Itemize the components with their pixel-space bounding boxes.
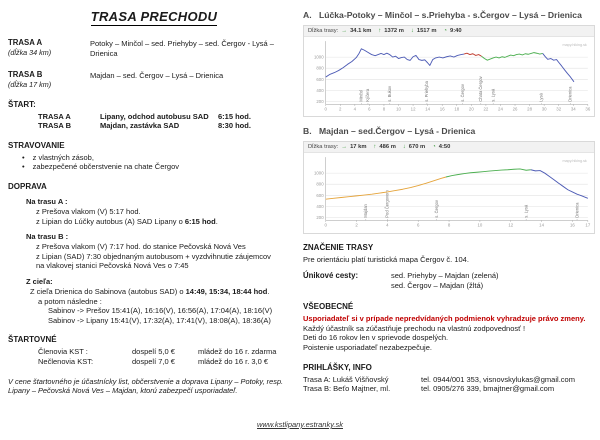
svg-text:Majdan: Majdan xyxy=(363,203,369,218)
svg-text:10: 10 xyxy=(477,222,483,228)
svg-text:2: 2 xyxy=(355,222,358,228)
svg-text:s. Lysá: s. Lysá xyxy=(523,204,529,218)
contact-row-a: Trasa A: Lukáš Višňovský tel. 0944/001 353, visnovskylukas@gmail.com xyxy=(303,374,575,384)
start-row-a: TRASA A Lipany, odchod autobusu SAD 6:15 hod. xyxy=(38,111,251,121)
chart-b-duration: 4:50 xyxy=(438,143,451,150)
svg-text:s. Bukov: s. Bukov xyxy=(386,85,392,102)
vseobecne-warning: Usporiadateľ si v prípade nepredvídaných podmienok vyhradzuje právo zmeny. xyxy=(303,314,586,324)
route-a-length: (dĺžka 34 km) xyxy=(8,48,52,57)
start-row-b: TRASA B Majdan, zastávka SAD 8:30 hod. xyxy=(38,121,251,131)
svg-text:8: 8 xyxy=(447,222,451,228)
clock-icon: ◔ xyxy=(443,27,448,34)
svg-text:14: 14 xyxy=(539,222,545,228)
route-b-description: Majdan – sed. Čergov – Lysá – Drienica xyxy=(90,70,224,80)
right-column xyxy=(303,10,595,394)
vseobecne-heading: VŠEOBECNÉ xyxy=(303,302,354,312)
doprava-line: z Lipian (SAD) 7:30 objednaným autobusom + vyzdvihnutie záujemcov xyxy=(36,251,271,261)
route-b-label: TRASA B xyxy=(8,69,43,79)
vseobecne-line: Deti do 16 rokov len v sprievode dospelých. xyxy=(303,333,449,343)
chart-a-distance: 34.1 km xyxy=(350,27,372,34)
ascent-arrow-icon: ↑ xyxy=(378,27,382,34)
svg-text:Kýčera: Kýčera xyxy=(365,88,371,102)
unikove-label: Únikové cesty: xyxy=(303,271,359,281)
ascent-arrow-icon: ↑ xyxy=(373,143,377,150)
svg-text:34: 34 xyxy=(570,106,576,112)
znacenie-body: Pre orientáciu platí turistická mapa Čergov č. 104. xyxy=(303,254,469,264)
doprava-line: z Prešova vlakom (V) 5:17 hod. xyxy=(36,206,141,216)
svg-text:0: 0 xyxy=(324,222,327,228)
contact-row-b: Trasa B: Beťo Majtner, ml. tel. 0905/276 339, bmajtner@gmail.com xyxy=(303,384,555,394)
chart-b-descent: 670 m xyxy=(408,143,426,150)
route-a-row xyxy=(8,38,300,59)
page-title: TRASA PRECHODU xyxy=(90,9,218,24)
chart-b-plot xyxy=(304,153,594,233)
svg-text:600: 600 xyxy=(316,76,324,82)
svg-text:20: 20 xyxy=(468,106,474,112)
svg-text:4: 4 xyxy=(386,222,389,228)
chart-b-ascent: 486 m xyxy=(379,143,396,150)
svg-text:200: 200 xyxy=(316,98,324,104)
unikova-cesta: sed. Čergov – Majdan (žltá) xyxy=(391,280,484,290)
left-column xyxy=(8,4,300,396)
unikove-cesty xyxy=(303,271,595,290)
svg-text:32: 32 xyxy=(556,106,562,112)
vseobecne-line: Poistenie usporiadateľ nezabezpečuje. xyxy=(303,343,432,353)
svg-text:28: 28 xyxy=(527,106,533,112)
z-ciela-line: a potom následne : xyxy=(38,296,102,306)
svg-text:17: 17 xyxy=(585,222,591,228)
doprava-line: na vlakovej stanici Pečovská Nová Ves o 7:45 xyxy=(36,261,189,271)
svg-text:18: 18 xyxy=(454,106,460,112)
svg-text:30: 30 xyxy=(541,106,547,112)
distance-arrow-icon: → xyxy=(341,143,348,150)
svg-text:6: 6 xyxy=(368,106,371,112)
svg-text:200: 200 xyxy=(316,214,324,220)
svg-text:36: 36 xyxy=(585,106,591,112)
stravovanie-heading: STRAVOVANIE xyxy=(8,140,65,150)
svg-text:26: 26 xyxy=(512,106,518,112)
startovne-note: V cene štartovného je účastnícky list, občerstvenie a doprava Lipany – Potoky, resp. Lipany – Pečovská Nová Ves – Majdan, ktorú zabezpečí usporiadateľ. xyxy=(8,376,284,396)
chart-b-heading: B. Majdan – sed.Čergov – Lysá - Drienica xyxy=(303,126,476,137)
doprava-line: z Lipian do Lúčky autobus (A) SAD Lipany o 6:15 hod. xyxy=(36,216,218,226)
svg-text:24: 24 xyxy=(498,106,503,112)
chart-b-distance: 17 km xyxy=(350,143,367,150)
route-a-label: TRASA A xyxy=(8,38,43,47)
chart-a-duration: 9:40 xyxy=(450,27,462,34)
svg-text:10: 10 xyxy=(396,106,401,112)
startovne-heading: ŠTARTOVNÉ xyxy=(8,335,57,345)
elevation-chart-b xyxy=(303,141,595,234)
svg-text:600: 600 xyxy=(316,192,324,198)
svg-text:Drienica: Drienica xyxy=(567,86,573,102)
website-link[interactable]: www.kstlipany.estranky.sk xyxy=(257,420,343,429)
chart-a-plot xyxy=(304,37,594,117)
doprava-trasa-a-label: Na trasu A : xyxy=(26,196,68,206)
stravovanie-item: • z vlastných zásob, xyxy=(22,153,300,163)
route-a-description: Potoky – Minčol – sed. Priehyby – sed. Čergov - Lysá – Drienica xyxy=(90,39,274,58)
unikova-cesta: sed. Priehyby – Majdan (zelená) xyxy=(391,271,499,281)
svg-text:12: 12 xyxy=(508,222,514,228)
distance-arrow-icon: → xyxy=(341,27,348,34)
prihlasky-heading: PRIHLÁŠKY, INFO xyxy=(303,362,372,372)
chart-a-statsbar: Dĺžka trasy: → 34.1 km ↑ 1372 m ↓ 1517 m ◔ 9:40 xyxy=(304,26,594,37)
z-ciela-line: Z cieľa Drienica do Sabinova (autobus SAD) o 14:49, 15:34, 18:44 hod. xyxy=(30,286,270,296)
svg-text:Minčol: Minčol xyxy=(358,89,364,102)
svg-text:400: 400 xyxy=(316,87,324,93)
bus-times-lipany: Sabinov -> Lipany 15:41(V), 17:32(A), 17:41(V), 18:08(A), 18:36(A) xyxy=(48,315,271,325)
svg-text:mapy.hiking.sk: mapy.hiking.sk xyxy=(562,42,587,47)
svg-text:Lysá: Lysá xyxy=(538,92,544,102)
svg-text:Chata Čergov: Chata Čergov xyxy=(478,75,484,102)
svg-text:s. Priehyba: s. Priehyba xyxy=(424,80,430,102)
svg-text:mapy.hiking.sk: mapy.hiking.sk xyxy=(562,158,587,163)
svg-text:6: 6 xyxy=(417,222,420,228)
z-ciela-label: Z cieľa: xyxy=(26,276,53,286)
doprava-heading: DOPRAVA xyxy=(8,181,47,191)
svg-text:14: 14 xyxy=(425,106,431,112)
svg-text:1000: 1000 xyxy=(313,170,324,176)
svg-text:4: 4 xyxy=(353,106,357,112)
svg-text:Pod Čergovom: Pod Čergovom xyxy=(384,189,390,218)
descent-arrow-icon: ↓ xyxy=(410,27,414,34)
startovne-row: Nečlenovia KST: dospelí 7,0 € mládež do 16 r. 3,0 € xyxy=(38,356,269,366)
znacenie-heading: ZNAČENIE TRASY xyxy=(303,242,374,252)
footer xyxy=(0,414,600,432)
svg-text:s. Čergov: s. Čergov xyxy=(434,199,440,218)
svg-text:16: 16 xyxy=(570,222,575,228)
svg-text:800: 800 xyxy=(316,181,324,187)
svg-text:1000: 1000 xyxy=(313,54,324,60)
elevation-chart-a xyxy=(303,25,595,118)
doprava-line: z Prešova vlakom (V) 7:17 hod. do stanice Pečovská Nová Ves xyxy=(36,242,246,252)
svg-text:s. Lysá: s. Lysá xyxy=(490,88,496,102)
chart-a-ascent: 1372 m xyxy=(384,27,404,34)
svg-text:800: 800 xyxy=(316,65,324,71)
clock-icon: ◔ xyxy=(432,143,436,150)
chart-b-statsbar: Dĺžka trasy: → 17 km ↑ 486 m ↓ 670 m ◔ 4:50 xyxy=(304,142,594,153)
descent-arrow-icon: ↓ xyxy=(402,143,406,150)
stravovanie-item: • zabezpečené občerstvenie na chate Čergov xyxy=(22,162,300,172)
svg-text:0: 0 xyxy=(324,106,327,112)
svg-text:400: 400 xyxy=(316,203,324,209)
vseobecne-line: Každý účastník sa zúčastňuje prechodu na vlastnú zodpovednosť ! xyxy=(303,323,526,333)
svg-text:s. Čergov: s. Čergov xyxy=(459,83,465,102)
route-b-row xyxy=(8,70,300,89)
start-heading: ŠTART: xyxy=(8,99,36,109)
svg-text:12: 12 xyxy=(410,106,416,112)
bus-times-presov: Sabinov -> Prešov 15:41(A), 16:16(V), 16:56(A), 17:04(A), 18:16(V) xyxy=(48,306,273,316)
svg-text:16: 16 xyxy=(439,106,445,112)
svg-text:8: 8 xyxy=(382,106,386,112)
svg-text:2: 2 xyxy=(339,106,342,112)
route-b-length: (dĺžka 17 km) xyxy=(8,79,52,89)
svg-text:Drienica: Drienica xyxy=(574,202,580,218)
chart-a-descent: 1517 m xyxy=(416,27,437,34)
doprava-trasa-b-label: Na trasu B : xyxy=(26,232,69,242)
startovne-row: Členovia KST : dospelí 5,0 € mládež do 16 r. zdarma xyxy=(38,347,277,357)
svg-text:22: 22 xyxy=(483,106,489,112)
chart-a-heading: A. Lúčka-Potoky – Minčol – s.Priehyba - s.Čergov – Lysá – Drienica xyxy=(303,10,582,20)
